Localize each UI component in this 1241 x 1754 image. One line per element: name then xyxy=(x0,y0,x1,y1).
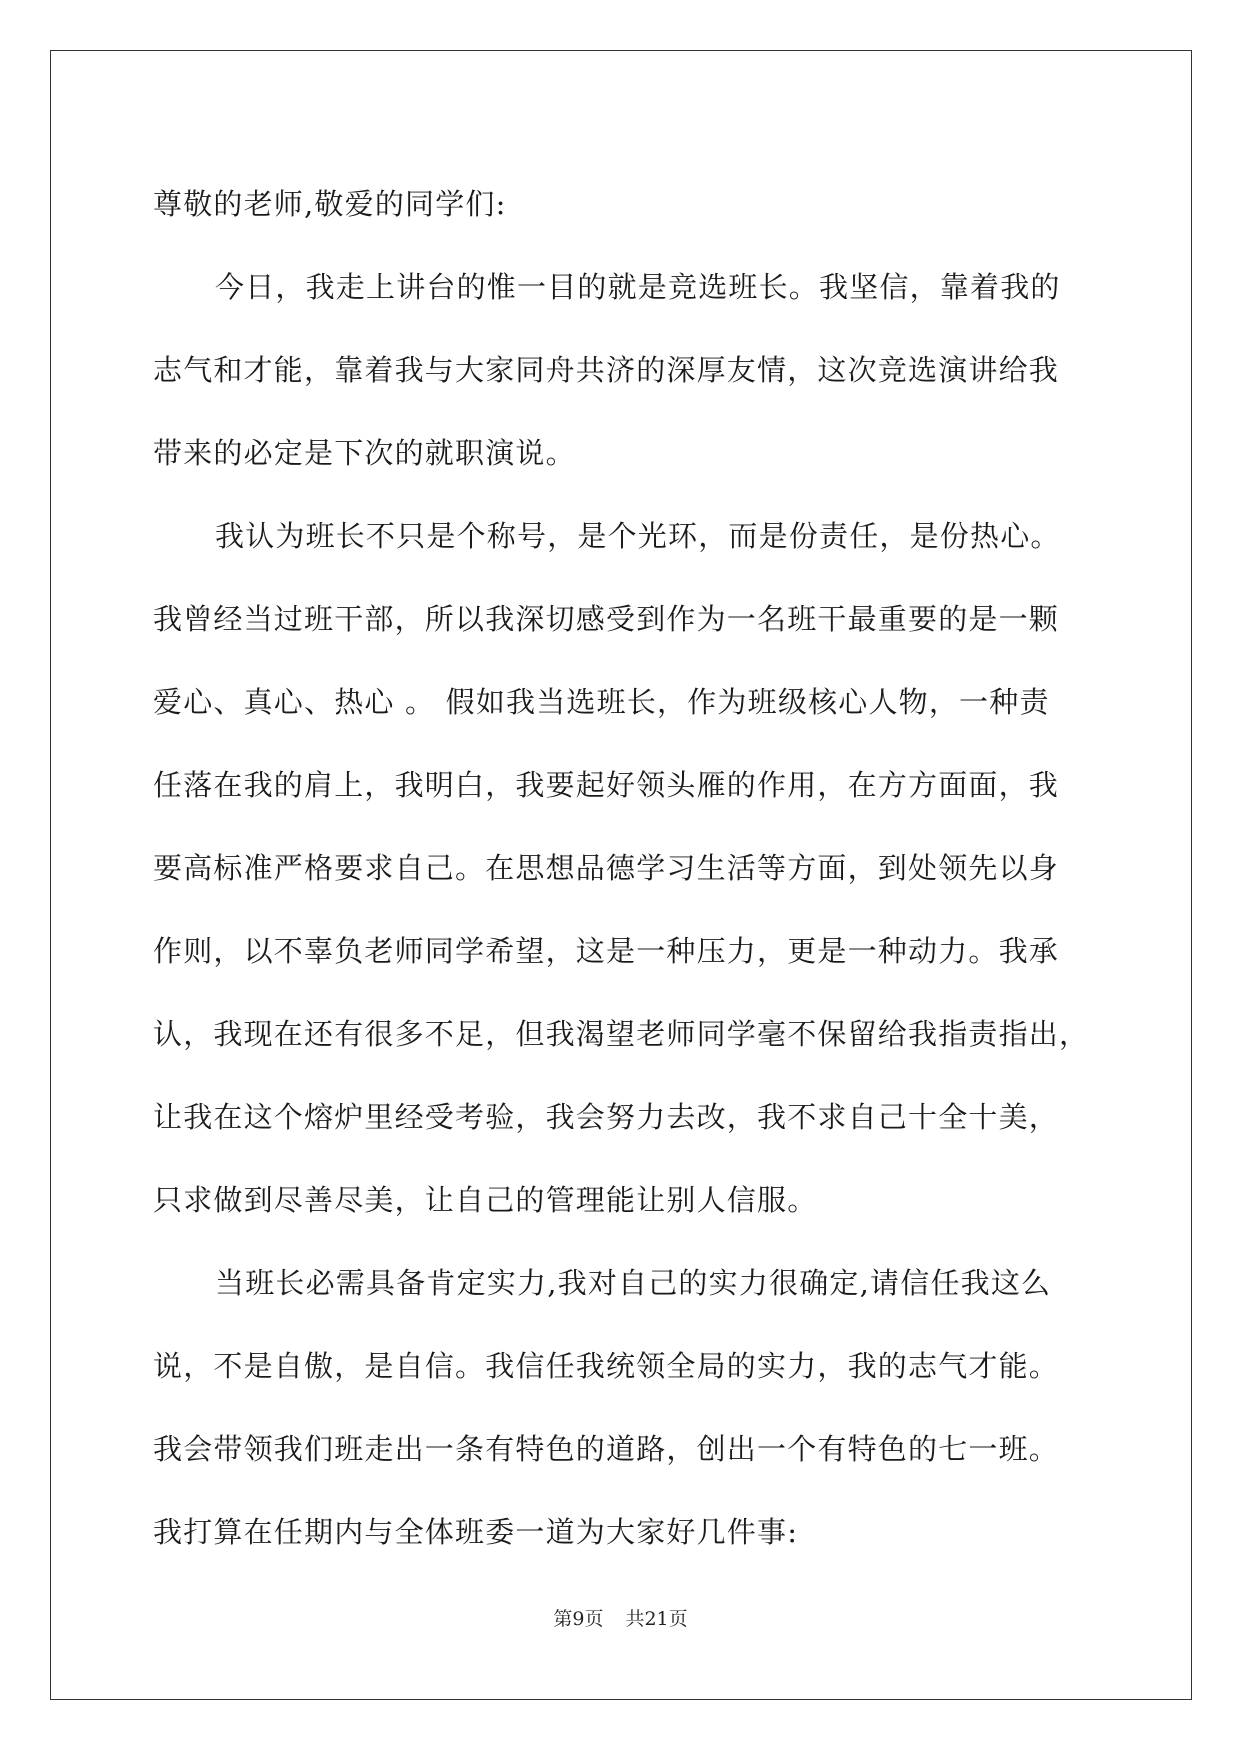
text-line: 要高标准严格要求自己。在思想品德学习生活等方面，到处领先以身 xyxy=(153,851,1060,885)
text-line: 我会带领我们班走出一条有特色的道路，创出一个有特色的七一班。 xyxy=(153,1432,1060,1466)
text-line: 当班长必需具备肯定实力,我对自己的实力很确定,请信任我这么 xyxy=(215,1266,1052,1300)
text-line: 我打算在任期内与全体班委一道为大家好几件事: xyxy=(153,1515,799,1549)
text-line: 我曾经当过班干部，所以我深切感受到作为一名班干最重要的是一颗 xyxy=(153,602,1060,636)
text-line: 尊敬的老师,敬爱的同学们: xyxy=(153,187,507,221)
total-label-prefix: 共 xyxy=(625,1608,645,1630)
total-pages: 21 xyxy=(644,1608,669,1630)
text-line: 爱心、真心、热心 。 假如我当选班长，作为班级核心人物，一种责 xyxy=(153,685,1050,719)
page-number: 9 xyxy=(572,1608,585,1630)
page-label-prefix: 第 xyxy=(553,1608,573,1630)
text-line: 说，不是自傲，是自信。我信任我统领全局的实力，我的志气才能。 xyxy=(153,1349,1060,1383)
page-footer xyxy=(0,1604,1241,1631)
text-line: 今日，我走上讲台的惟一目的就是竞选班长。我坚信，靠着我的 xyxy=(215,270,1061,304)
text-line: 志气和才能，靠着我与大家同舟共济的深厚友情，这次竞选演讲给我 xyxy=(153,353,1060,387)
salutation-line xyxy=(153,163,1083,246)
text-line: 任落在我的肩上，我明白，我要起好领头雁的作用，在方方面面，我 xyxy=(153,768,1060,802)
paragraph-1 xyxy=(153,246,1083,495)
paragraph-2 xyxy=(153,495,1090,1242)
text-line: 作则，以不辜负老师同学希望，这是一种压力，更是一种动力。我承 xyxy=(153,934,1060,968)
text-line: 带来的必定是下次的就职演说。 xyxy=(153,436,576,470)
total-label-suffix: 页 xyxy=(668,1608,688,1630)
page-label-suffix: 页 xyxy=(584,1608,604,1630)
text-line: 我认为班长不只是个称号，是个光环，而是份责任，是份热心。 xyxy=(215,519,1061,553)
text-line: 让我在这个熔炉里经受考验，我会努力去改，我不求自己十全十美， xyxy=(153,1100,1060,1134)
text-line: 认，我现在还有很多不足，但我渴望老师同学毫不保留给我指责指出， xyxy=(153,1017,1090,1051)
text-line: 只求做到尽善尽美，让自己的管理能让别人信服。 xyxy=(153,1183,818,1217)
document-body xyxy=(153,163,1090,1574)
paragraph-3 xyxy=(153,1242,1083,1574)
